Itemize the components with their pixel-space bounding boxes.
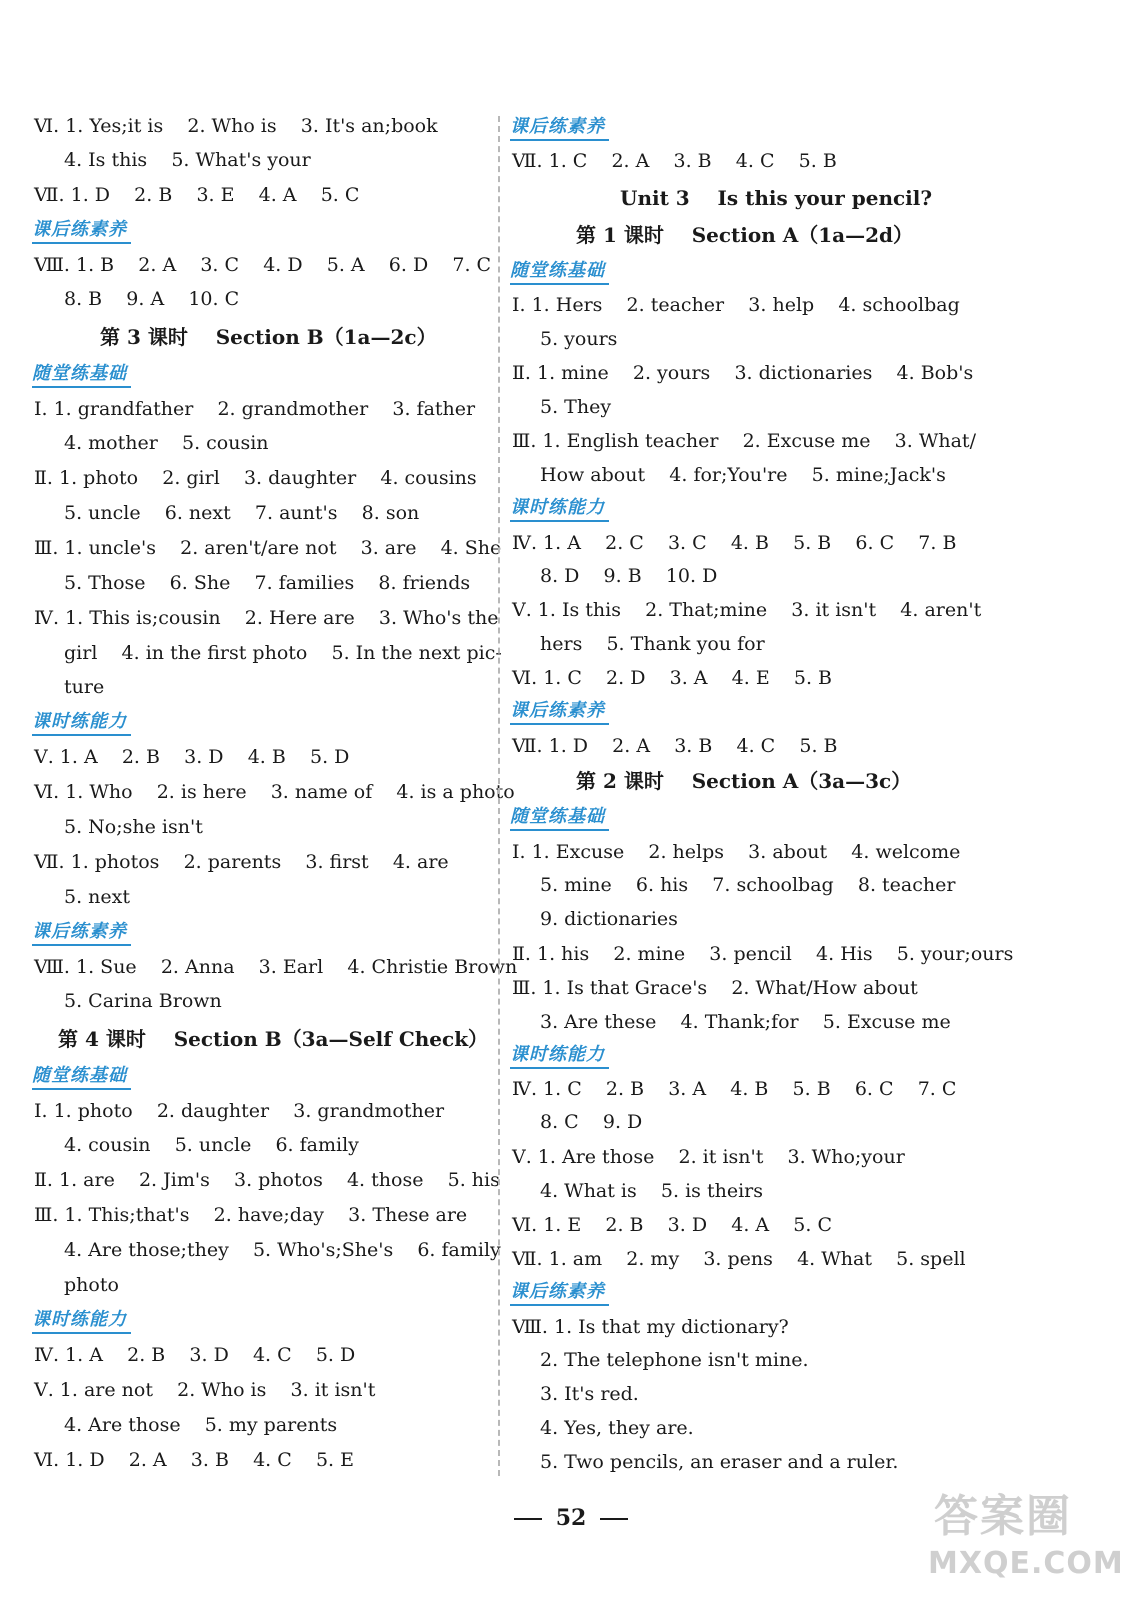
lesson-heading: 第 1 课时 Section A（1a—2d） [576,223,914,247]
answer-line: 4. What is 5. is theirs [540,1180,763,1202]
answer-line: Ⅶ. 1. am 2. my 3. pens 4. What 5. spell [512,1248,966,1270]
answer-line: 5. next [64,886,130,908]
answer-line: Ⅳ. 1. A 2. B 3. D 4. C 5. D [34,1344,356,1366]
answer-line: 5. Those 6. She 7. families 8. friends [64,572,471,594]
answer-line: Ⅷ. 1. Sue 2. Anna 3. Earl 4. Christie Brown [34,956,518,978]
watermark-logo: 答案圈 [934,1491,1072,1542]
answer-line: Ⅴ. 1. are not 2. Who is 3. it isn't [34,1379,376,1401]
answer-line: 3. It's red. [540,1383,639,1405]
answer-line: 2. The telephone isn't mine. [540,1349,809,1371]
answer-line: Ⅵ. 1. C 2. D 3. A 4. E 5. B [512,667,832,689]
footer-dash [600,1518,628,1520]
unit-heading: Unit 3 Is this your pencil? [620,186,933,210]
lesson-heading: 第 2 课时 Section A（3a—3c） [576,769,912,793]
answer-line: 8. D 9. B 10. D [540,565,718,587]
answer-line: Ⅶ. 1. C 2. A 3. B 4. C 5. B [512,150,837,172]
watermark [928,1480,1128,1590]
answer-line: 3. Are these 4. Thank;for 5. Excuse me [540,1011,951,1033]
answer-line: 5. They [540,396,612,418]
answer-line: Ⅲ. 1. uncle's 2. aren't/are not 3. are 4. She [34,537,502,559]
answer-line: Ⅲ. 1. English teacher 2. Excuse me 3. What/ [512,430,976,452]
watermark-url: MXQE.COM [928,1546,1124,1581]
answer-line: Ⅶ. 1. D 2. B 3. E 4. A 5. C [34,184,360,206]
answer-line: Ⅶ. 1. D 2. A 3. B 4. C 5. B [512,735,838,757]
section-label: 随堂练基础 [510,805,609,831]
section-label: 课时练能力 [32,1308,131,1334]
column-divider [498,116,500,1476]
answer-line: Ⅵ. 1. D 2. A 3. B 4. C 5. E [34,1449,354,1471]
section-label: 课后练素养 [510,115,609,141]
answer-line: Ⅶ. 1. photos 2. parents 3. first 4. are [34,851,449,873]
answer-line: Ⅳ. 1. C 2. B 3. A 4. B 5. B 6. C 7. C [512,1078,957,1100]
answer-line: Ⅳ. 1. A 2. C 3. C 4. B 5. B 6. C 7. B [512,532,957,554]
section-label: 课后练素养 [510,1280,609,1306]
answer-line: 5. Carina Brown [64,990,222,1012]
answer-line: hers 5. Thank you for [540,633,765,655]
answer-line: Ⅱ. 1. his 2. mine 3. pencil 4. His 5. your;ours [512,943,1014,965]
answer-line: 5. No;she isn't [64,816,203,838]
answer-line: Ⅰ. 1. photo 2. daughter 3. grandmother [34,1100,445,1122]
section-label: 课时练能力 [510,496,609,522]
answer-line: Ⅱ. 1. photo 2. girl 3. daughter 4. cousins [34,467,477,489]
answer-line: 5. mine 6. his 7. schoolbag 8. teacher [540,874,956,896]
section-label: 随堂练基础 [510,259,609,285]
section-label: 课后练素养 [32,920,131,946]
answer-line: 4. Yes, they are. [540,1417,694,1439]
answer-line: How about 4. for;You're 5. mine;Jack's [540,464,946,486]
answer-line: 4. cousin 5. uncle 6. family [64,1134,359,1156]
answer-line: Ⅵ. 1. E 2. B 3. D 4. A 5. C [512,1214,832,1236]
answer-line: Ⅵ. 1. Who 2. is here 3. name of 4. is a photo [34,781,515,803]
section-label: 随堂练基础 [32,1064,131,1090]
page-number: 52 [555,1505,587,1531]
answer-line: 4. Is this 5. What's your [64,149,311,171]
answer-line: 8. C 9. D [540,1111,643,1133]
answer-line: 5. Two pencils, an eraser and a ruler. [540,1451,899,1473]
answer-line: Ⅷ. 1. B 2. A 3. C 4. D 5. A 6. D 7. C [34,254,492,276]
answer-line: Ⅲ. 1. This;that's 2. have;day 3. These are [34,1204,468,1226]
answer-line: Ⅲ. 1. Is that Grace's 2. What/How about [512,977,918,999]
answer-line: Ⅳ. 1. This is;cousin 2. Here are 3. Who's the [34,607,499,629]
answer-line: Ⅴ. 1. Is this 2. That;mine 3. it isn't 4. aren't [512,599,982,621]
answer-line: Ⅷ. 1. Is that my dictionary? [512,1316,789,1338]
answer-line: Ⅴ. 1. Are those 2. it isn't 3. Who;your [512,1146,905,1168]
answer-line: Ⅱ. 1. mine 2. yours 3. dictionaries 4. Bob's [512,362,974,384]
section-label: 随堂练基础 [32,362,131,388]
answer-line: Ⅴ. 1. A 2. B 3. D 4. B 5. D [34,746,350,768]
section-label: 课时练能力 [510,1043,609,1069]
section-label: 课后练素养 [32,218,131,244]
answer-line: Ⅰ. 1. Hers 2. teacher 3. help 4. schoolbag [512,294,960,316]
answer-line: 9. dictionaries [540,908,678,930]
answer-line: photo [64,1274,119,1296]
answer-line: ture [64,676,105,698]
answer-line: 5. uncle 6. next 7. aunt's 8. son [64,502,420,524]
answer-line: 4. Are those 5. my parents [64,1414,338,1436]
answer-line: 4. Are those;they 5. Who's;She's 6. family [64,1239,501,1261]
answer-line: Ⅵ. 1. Yes;it is 2. Who is 3. It's an;book [34,115,438,137]
answer-line: Ⅱ. 1. are 2. Jim's 3. photos 4. those 5. his [34,1169,500,1191]
footer-dash [514,1518,542,1520]
answer-line: 8. B 9. A 10. C [64,288,240,310]
section-label: 课后练素养 [510,699,609,725]
answer-line: girl 4. in the first photo 5. In the next pic- [64,642,502,664]
answer-line: 5. yours [540,328,618,350]
lesson-heading: 第 3 课时 Section B（1a—2c） [100,325,437,349]
lesson-heading: 第 4 课时 Section B（3a—Self Check） [58,1027,489,1051]
answer-line: Ⅰ. 1. Excuse 2. helps 3. about 4. welcome [512,841,961,863]
section-label: 课时练能力 [32,710,131,736]
answer-line: 4. mother 5. cousin [64,432,269,454]
answer-line: Ⅰ. 1. grandfather 2. grandmother 3. father [34,398,476,420]
